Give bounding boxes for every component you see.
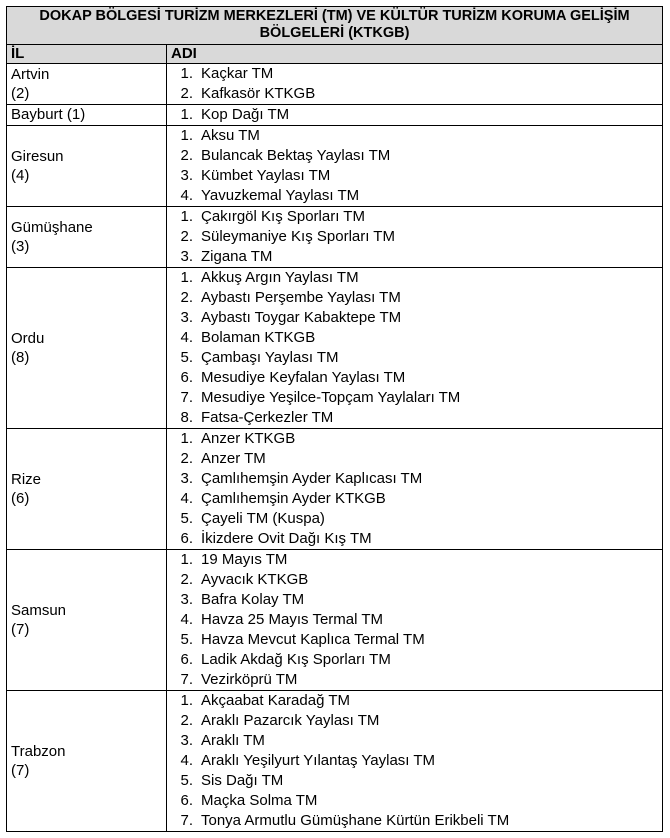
province-name: Ordu [11,330,45,347]
list-item [167,408,662,428]
province-name: Gümüşhane [11,219,93,236]
item-number: 8. [180,409,193,426]
list-item [167,670,662,690]
site-list-cell [167,429,663,550]
item-name: Ayvacık KTKGB [201,571,309,588]
item-number: 1. [180,127,193,144]
table-row [7,105,663,126]
table-row [7,268,663,429]
item-name: Çambaşı Yaylası TM [201,349,339,366]
item-number: 7. [180,812,193,829]
list-item [167,146,662,166]
province-name: Rize [11,471,42,488]
list-item [167,469,662,489]
item-number: 3. [180,470,193,487]
item-name: Yavuzkemal Yaylası TM [201,187,360,204]
province-cell [7,105,167,126]
item-name: Kop Dağı TM [201,106,290,123]
site-list-cell [167,126,663,207]
table-row [7,550,663,691]
item-number: 5. [180,349,193,366]
list-item [167,308,662,328]
item-name: Havza 25 Mayıs Termal TM [201,611,383,628]
item-name: Ladik Akdağ Kış Sporları TM [201,651,391,668]
item-name: Tonya Armutlu Gümüşhane Kürtün Erikbeli TM [201,812,510,829]
item-number: 1. [180,692,193,709]
list-item [167,105,662,125]
item-number: 3. [180,591,193,608]
item-number: 6. [180,792,193,809]
list-item [167,630,662,650]
item-name: Bafra Kolay TM [201,591,305,608]
list-item [167,691,662,711]
item-number: 2. [180,289,193,306]
item-number: 5. [180,631,193,648]
list-item [167,489,662,509]
item-name: Çamlıhemşin Ayder KTKGB [201,490,386,507]
province-count: (8) [11,349,30,366]
item-name: Çayeli TM (Kuspa) [201,510,325,527]
list-item [167,570,662,590]
column-header-adi: ADI [167,45,663,64]
list-item [167,247,662,267]
list-item [167,731,662,751]
item-number: 7. [180,671,193,688]
item-number: 5. [180,510,193,527]
list-item [167,791,662,811]
tourism-centers-table [6,6,663,832]
list-item [167,529,662,549]
list-item [167,64,662,84]
list-item [167,429,662,449]
list-item [167,186,662,206]
site-list-cell [167,207,663,268]
item-number: 4. [180,187,193,204]
site-list-cell [167,105,663,126]
item-number: 5. [180,772,193,789]
province-count: (2) [11,85,30,102]
province-cell [7,268,167,429]
item-name: Sis Dağı TM [201,772,284,789]
item-number: 1. [180,65,193,82]
list-item [167,449,662,469]
site-list-cell [167,64,663,105]
province-name: Giresun [11,148,64,165]
item-name: Havza Mevcut Kaplıca Termal TM [201,631,425,648]
item-name: Anzer TM [201,450,266,467]
item-name: Araklı Pazarcık Yaylası TM [201,712,380,729]
province-cell [7,691,167,832]
item-name: Bulancak Bektaş Yaylası TM [201,147,391,164]
province-cell [7,429,167,550]
province-name: Artvin [11,66,50,83]
item-name: Zigana TM [201,248,273,265]
item-number: 2. [180,147,193,164]
table-row [7,64,663,105]
list-item [167,227,662,247]
item-number: 2. [180,228,193,245]
list-item [167,207,662,227]
list-item [167,811,662,831]
document [6,6,663,832]
item-number: 2. [180,85,193,102]
item-number: 4. [180,752,193,769]
item-name: 19 Mayıs TM [201,551,288,568]
item-name: Araklı Yeşilyurt Yılantaş Yaylası TM [201,752,436,769]
list-item [167,348,662,368]
list-item [167,368,662,388]
item-name: Aybastı Toygar Kabaktepe TM [201,309,402,326]
item-number: 7. [180,389,193,406]
item-number: 6. [180,651,193,668]
province-name: Trabzon [11,743,66,760]
table-row [7,126,663,207]
item-number: 1. [180,269,193,286]
item-name: Kafkasör KTKGB [201,85,316,102]
table-row [7,691,663,832]
province-cell [7,64,167,105]
item-name: Araklı TM [201,732,265,749]
item-name: Akkuş Argın Yaylası TM [201,269,359,286]
item-name: Vezirköprü TM [201,671,298,688]
item-name: Maçka Solma TM [201,792,318,809]
item-number: 2. [180,712,193,729]
table-body [7,64,663,832]
site-list-cell [167,691,663,832]
item-number: 2. [180,571,193,588]
item-number: 4. [180,611,193,628]
list-item [167,288,662,308]
province-name: Bayburt [11,106,63,123]
column-header-il: İL [7,45,167,64]
item-name: Mesudiye Yeşilce-Topçam Yaylaları TM [201,389,461,406]
item-number: 3. [180,248,193,265]
item-number: 1. [180,208,193,225]
list-item [167,751,662,771]
item-name: İkizdere Ovit Dağı Kış TM [201,530,372,547]
item-name: Akçaabat Karadağ TM [201,692,350,709]
item-name: Aksu TM [201,127,260,144]
province-cell [7,126,167,207]
list-item [167,550,662,570]
item-number: 6. [180,530,193,547]
item-name: Mesudiye Keyfalan Yaylası TM [201,369,406,386]
item-number: 1. [180,106,193,123]
item-number: 2. [180,450,193,467]
item-name: Fatsa-Çerkezler TM [201,409,334,426]
item-number: 4. [180,490,193,507]
list-item [167,610,662,630]
table-row [7,429,663,550]
table-row [7,207,663,268]
list-item [167,650,662,670]
item-name: Çamlıhemşin Ayder Kaplıcası TM [201,470,423,487]
province-count: (6) [11,490,30,507]
list-item [167,268,662,288]
province-count: (3) [11,238,30,255]
list-item [167,590,662,610]
list-item [167,509,662,529]
item-name: Kümbet Yaylası TM [201,167,331,184]
site-list-cell [167,550,663,691]
item-name: Kaçkar TM [201,65,274,82]
province-count: (7) [11,621,30,638]
list-item [167,771,662,791]
item-name: Anzer KTKGB [201,430,296,447]
item-name: Çakırgöl Kış Sporları TM [201,208,365,225]
table-title: DOKAP BÖLGESİ TURİZM MERKEZLERİ (TM) VE KÜLTÜR TURİZM KORUMA GELİŞİM BÖLGELERİ (KTKGB) [7,7,663,45]
list-item [167,328,662,348]
province-cell [7,207,167,268]
item-number: 3. [180,167,193,184]
province-count: (1) [66,106,86,123]
province-count: (4) [11,167,30,184]
province-cell [7,550,167,691]
province-count: (7) [11,762,30,779]
item-name: Aybastı Perşembe Yaylası TM [201,289,401,306]
item-name: Süleymaniye Kış Sporları TM [201,228,395,245]
province-name: Samsun [11,602,67,619]
list-item [167,388,662,408]
list-item [167,126,662,146]
header-row [7,45,663,64]
list-item [167,711,662,731]
item-name: Bolaman KTKGB [201,329,316,346]
list-item [167,84,662,104]
item-number: 3. [180,309,193,326]
item-number: 3. [180,732,193,749]
site-list-cell [167,268,663,429]
item-number: 1. [180,430,193,447]
list-item [167,166,662,186]
item-number: 1. [180,551,193,568]
title-row [7,7,663,45]
item-number: 4. [180,329,193,346]
item-number: 6. [180,369,193,386]
